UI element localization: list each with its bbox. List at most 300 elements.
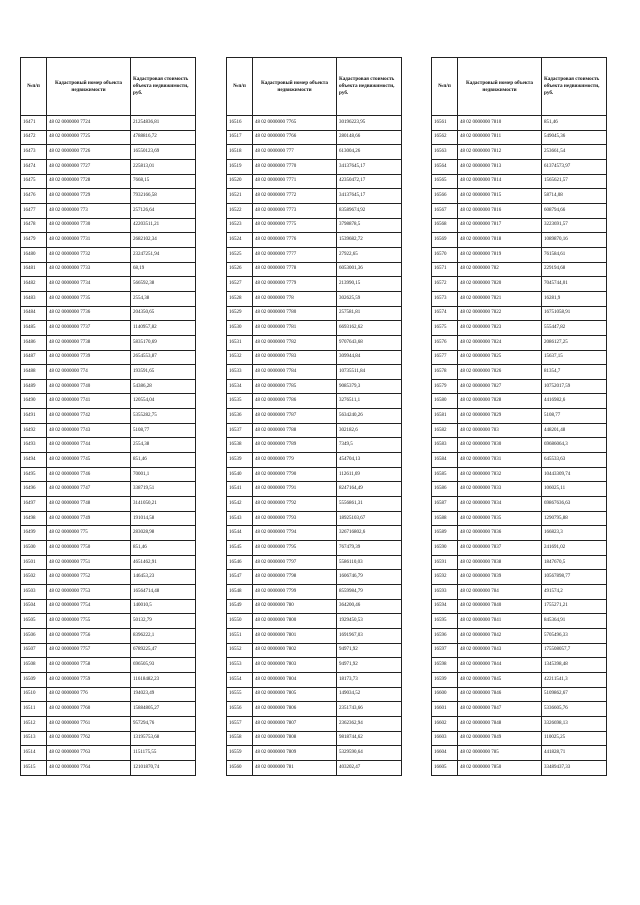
cadastral-value: 12101870,74 [131,760,196,775]
cadastral-number: 48 02 0000000 783 [458,423,542,438]
row-number: 16473 [21,145,47,160]
row-number: 16595 [432,614,458,629]
cadastral-value: 30196223,95 [337,116,402,131]
row-number: 16502 [21,570,47,585]
cadastral-value: 253661,54 [542,145,607,160]
table-row [227,130,402,145]
row-number: 16603 [432,731,458,746]
row-number: 16515 [21,760,47,775]
cadastral-number: 48 02 0000000 7780 [253,306,337,321]
cadastral-number: 48 02 0000000 7738 [47,335,131,350]
table-row [227,335,402,350]
cadastral-value: 7349,5 [337,438,402,453]
table-row [21,365,196,380]
row-number: 16472 [21,130,47,145]
cadastral-value: 1606746,79 [337,570,402,585]
cadastral-value: 10567898,77 [542,570,607,585]
cadastral-number: 48 02 0000000 775 [47,526,131,541]
table-row [21,628,196,643]
table-row [227,628,402,643]
cadastral-value: 16550123,69 [131,145,196,160]
cadastral-number: 48 02 0000000 7823 [458,321,542,336]
row-number: 16489 [21,379,47,394]
cadastral-number: 48 02 0000000 7811 [458,130,542,145]
cadastral-value: 11618482,23 [131,672,196,687]
table-row [432,247,607,262]
cadastral-value: 6789225,47 [131,643,196,658]
cadastral-number: 48 02 0000000 7753 [47,585,131,600]
cadastral-value: 21254836,81 [131,116,196,131]
table-row [227,614,402,629]
cadastral-number: 48 02 0000000 7827 [458,379,542,394]
cadastral-number: 48 02 0000000 7727 [47,159,131,174]
cadastral-value: 2086127,25 [542,335,607,350]
row-number: 16505 [21,614,47,629]
cadastral-value: 193591,65 [131,365,196,380]
cadastral-value: 42350472,17 [337,174,402,189]
cadastral-number: 48 02 0000000 7764 [47,760,131,775]
cadastral-number: 48 02 0000000 7813 [458,159,542,174]
row-number: 16581 [432,409,458,424]
cadastral-value: 70001,1 [131,467,196,482]
row-number: 16547 [227,570,253,585]
table-row [432,614,607,629]
table-header-row [227,58,402,116]
cadastral-value: 13195753,68 [131,731,196,746]
table-row [432,277,607,292]
row-number: 16491 [21,409,47,424]
cadastral-number: 48 02 0000000 7762 [47,731,131,746]
table-row [227,409,402,424]
cadastral-number: 48 02 0000000 7731 [47,233,131,248]
table-row [432,174,607,189]
cadastral-number: 48 02 0000000 778 [253,291,337,306]
cadastral-value: 1140957,82 [131,321,196,336]
cadastral-number: 48 02 0000000 7779 [253,277,337,292]
row-number: 16599 [432,672,458,687]
cadastral-number: 48 02 0000000 7771 [253,174,337,189]
row-number: 16529 [227,306,253,321]
cadastral-value: 194023,49 [131,687,196,702]
table-row [432,628,607,643]
cadastral-value: 448201,48 [542,423,607,438]
cadastral-number: 48 02 0000000 7736 [47,306,131,321]
table-row [227,277,402,292]
cadastral-number: 48 02 0000000 7741 [47,394,131,409]
header-cadastral-value: Кадастровая стоимость объекта недвижимости, руб. [542,58,607,116]
row-number: 16486 [21,335,47,350]
cadastral-value: 645533,63 [542,453,607,468]
row-number: 16533 [227,365,253,380]
table-row [21,599,196,614]
row-number: 16534 [227,379,253,394]
header-cadastral-number: Кадастровый номер объекта недвижимости [458,58,542,116]
row-number: 16535 [227,394,253,409]
row-number: 16572 [432,277,458,292]
table-row [432,687,607,702]
cadastral-number: 48 02 0000000 7833 [458,482,542,497]
table-row [21,746,196,761]
cadastral-value: 23247251,94 [131,247,196,262]
cadastral-number: 48 02 0000000 7743 [47,423,131,438]
row-number: 16500 [21,541,47,556]
row-number: 16478 [21,218,47,233]
cadastral-value: 15884805,27 [131,702,196,717]
table-row [21,130,196,145]
row-number: 16570 [432,247,458,262]
cadastral-number: 48 02 0000000 7788 [253,423,337,438]
registry-table-1 [20,57,196,776]
cadastral-number: 48 02 0000000 7832 [458,467,542,482]
cadastral-number: 48 02 0000000 7763 [47,746,131,761]
table-row [21,116,196,131]
table-row [227,746,402,761]
table-row [227,702,402,717]
cadastral-number: 48 02 0000000 7787 [253,409,337,424]
row-number: 16593 [432,585,458,600]
cadastral-value: 16564714,48 [131,585,196,600]
cadastral-number: 48 02 0000000 7739 [47,350,131,365]
row-number: 16538 [227,438,253,453]
cadastral-number: 48 02 0000000 7758 [47,658,131,673]
cadastral-value: 5336605,76 [542,702,607,717]
cadastral-value: 3276511,1 [337,394,402,409]
cadastral-number: 48 02 0000000 7814 [458,174,542,189]
cadastral-number: 48 02 0000000 7737 [47,321,131,336]
cadastral-value: 8247164,49 [337,482,402,497]
table-row [21,203,196,218]
cadastral-value: 33489437,33 [542,760,607,775]
row-number: 16542 [227,497,253,512]
row-number: 16503 [21,585,47,600]
cadastral-number: 48 02 0000000 7740 [47,379,131,394]
header-number: №п/п [227,58,253,116]
cadastral-value: 34137645,17 [337,159,402,174]
table-row [227,453,402,468]
cadastral-number: 48 02 0000000 7802 [253,643,337,658]
cadastral-number: 48 02 0000000 7805 [253,687,337,702]
row-number: 16520 [227,174,253,189]
table-row [227,438,402,453]
cadastral-value: 15637,15 [542,350,607,365]
table-row [227,731,402,746]
row-number: 16596 [432,628,458,643]
cadastral-number: 48 02 0000000 7821 [458,291,542,306]
cadastral-number: 48 02 0000000 7825 [458,350,542,365]
cadastral-value: 229194,68 [542,262,607,277]
cadastral-number: 48 02 0000000 7830 [458,438,542,453]
table-row [432,379,607,394]
row-number: 16474 [21,159,47,174]
cadastral-number: 48 02 0000000 7732 [47,247,131,262]
table-row [21,511,196,526]
row-number: 16575 [432,321,458,336]
table-row [432,159,607,174]
cadastral-number: 48 02 0000000 7729 [47,189,131,204]
cadastral-value: 16281,9 [542,291,607,306]
row-number: 16602 [432,716,458,731]
row-number: 16554 [227,672,253,687]
cadastral-value: 5329590,64 [337,746,402,761]
row-number: 16578 [432,365,458,380]
row-number: 16527 [227,277,253,292]
cadastral-value: 58714,08 [542,189,607,204]
cadastral-number: 48 02 0000000 7806 [253,702,337,717]
cadastral-value: 16751058,91 [542,306,607,321]
table-row [432,467,607,482]
cadastral-value: 613004,26 [337,145,402,160]
row-number: 16481 [21,262,47,277]
row-number: 16548 [227,585,253,600]
cadastral-value: 3141050,21 [131,497,196,512]
cadastral-number: 48 02 0000000 7822 [458,306,542,321]
table-row [432,130,607,145]
cadastral-number: 48 02 0000000 7789 [253,438,337,453]
cadastral-value: 140010,5 [131,599,196,614]
row-number: 16480 [21,247,47,262]
table-row [432,497,607,512]
table-row [227,585,402,600]
cadastral-value: 696505,93 [131,658,196,673]
cadastral-number: 48 02 0000000 7838 [458,555,542,570]
cadastral-number: 48 02 0000000 7834 [458,497,542,512]
row-number: 16494 [21,453,47,468]
cadastral-value: 146453,23 [131,570,196,585]
cadastral-value: 1755271,21 [542,599,607,614]
row-number: 16586 [432,482,458,497]
row-number: 16501 [21,555,47,570]
cadastral-number: 48 02 0000000 7797 [253,555,337,570]
row-number: 16530 [227,321,253,336]
cadastral-number: 48 02 0000000 7839 [458,570,542,585]
cadastral-number: 48 02 0000000 7801 [253,628,337,643]
cadastral-number: 48 02 0000000 7770 [253,159,337,174]
cadastral-value: 4416982,6 [542,394,607,409]
table-row [21,672,196,687]
row-number: 16511 [21,702,47,717]
table-row [432,585,607,600]
table-row [432,570,607,585]
row-number: 16521 [227,189,253,204]
cadastral-value: 2554,38 [131,291,196,306]
row-number: 16562 [432,130,458,145]
row-number: 16546 [227,555,253,570]
cadastral-number: 48 02 0000000 7751 [47,555,131,570]
cadastral-value: 241691,02 [542,541,607,556]
table-row [21,497,196,512]
cadastral-value: 5108,77 [542,409,607,424]
table-row [432,203,607,218]
cadastral-value: 7932166,58 [131,189,196,204]
row-number: 16571 [432,262,458,277]
row-number: 16525 [227,247,253,262]
cadastral-number: 48 02 0000000 7835 [458,511,542,526]
table-row [432,350,607,365]
table-row [21,716,196,731]
row-number: 16561 [432,116,458,131]
row-number: 16479 [21,233,47,248]
table-row [432,482,607,497]
table-row [432,716,607,731]
row-number: 16526 [227,262,253,277]
row-number: 16499 [21,526,47,541]
cadastral-value: 338719,51 [131,482,196,497]
cadastral-value: 549045,36 [542,130,607,145]
cadastral-value: 3223691,57 [542,218,607,233]
table-row [432,746,607,761]
cadastral-value: 555447,82 [542,321,607,336]
header-cadastral-number: Кадастровый номер объекта недвижимости [47,58,131,116]
cadastral-value: 204350,65 [131,306,196,321]
row-number: 16579 [432,379,458,394]
cadastral-number: 48 02 0000000 7844 [458,658,542,673]
row-number: 16488 [21,365,47,380]
row-number: 16604 [432,746,458,761]
row-number: 16483 [21,291,47,306]
row-number: 16587 [432,497,458,512]
table-row [21,482,196,497]
cadastral-value: 6053001,36 [337,262,402,277]
row-number: 16605 [432,760,458,775]
table-row [21,760,196,775]
table-row [21,247,196,262]
table-row [21,541,196,556]
cadastral-value: 767479,39 [337,541,402,556]
cadastral-value: 106025,11 [542,482,607,497]
cadastral-number: 48 02 0000000 777 [253,145,337,160]
row-number: 16512 [21,716,47,731]
cadastral-value: 1151175,55 [131,746,196,761]
cadastral-value: 364200,46 [337,599,402,614]
cadastral-number: 48 02 0000000 7757 [47,643,131,658]
cadastral-number: 48 02 0000000 773 [47,203,131,218]
cadastral-value: 491574,2 [542,585,607,600]
row-number: 16564 [432,159,458,174]
header-number: №п/п [432,58,458,116]
table-row [432,335,607,350]
row-number: 16600 [432,687,458,702]
table-header-row [21,58,196,116]
cadastral-number: 48 02 0000000 7755 [47,614,131,629]
cadastral-number: 48 02 0000000 7734 [47,277,131,292]
row-number: 16556 [227,702,253,717]
row-number: 16580 [432,394,458,409]
row-number: 16492 [21,423,47,438]
cadastral-number: 48 02 0000000 7816 [458,203,542,218]
table-row [227,467,402,482]
cadastral-value: 6693162,62 [337,321,402,336]
cadastral-value: 2362362,94 [337,716,402,731]
table-row [432,760,607,775]
row-number: 16496 [21,482,47,497]
header-cadastral-value: Кадастровая стоимость объекта недвижимости, руб. [131,58,196,116]
table-row [21,570,196,585]
cadastral-value: 257126,64 [131,203,196,218]
table-row [227,203,402,218]
table-row [432,731,607,746]
cadastral-number: 48 02 0000000 7765 [253,116,337,131]
row-number: 16482 [21,277,47,292]
row-number: 16543 [227,511,253,526]
table-row [432,409,607,424]
cadastral-number: 48 02 0000000 7846 [458,687,542,702]
cadastral-value: 5835170,69 [131,335,196,350]
row-number: 16493 [21,438,47,453]
cadastral-value: 94971,92 [337,643,402,658]
cadastral-value: 34137645,17 [337,189,402,204]
cadastral-number: 48 02 0000000 7804 [253,672,337,687]
table-row [21,233,196,248]
table-row [21,394,196,409]
row-number: 16471 [21,116,47,131]
cadastral-number: 48 02 0000000 7818 [458,233,542,248]
cadastral-number: 48 02 0000000 7812 [458,145,542,160]
row-number: 16573 [432,291,458,306]
cadastral-number: 48 02 0000000 7837 [458,541,542,556]
cadastral-value: 225813,01 [131,159,196,174]
cadastral-number: 48 02 0000000 7772 [253,189,337,204]
row-number: 16484 [21,306,47,321]
cadastral-value: 9707643,68 [337,335,402,350]
row-number: 16567 [432,203,458,218]
cadastral-value: 845364,91 [542,614,607,629]
row-number: 16537 [227,423,253,438]
cadastral-value: 280148,66 [337,130,402,145]
header-number: №п/п [21,58,47,116]
table-row [21,262,196,277]
cadastral-number: 48 02 0000000 7817 [458,218,542,233]
row-number: 16563 [432,145,458,160]
cadastral-number: 48 02 0000000 7791 [253,482,337,497]
table-row [227,541,402,556]
table-row [432,599,607,614]
cadastral-value: 566592,38 [131,277,196,292]
cadastral-number: 48 02 0000000 7848 [458,716,542,731]
table-row [227,321,402,336]
table-row [21,145,196,160]
cadastral-value: 761584,61 [542,247,607,262]
cadastral-value: 2554,38 [131,438,196,453]
row-number: 16555 [227,687,253,702]
row-number: 16523 [227,218,253,233]
table-row [227,350,402,365]
cadastral-number: 48 02 0000000 7790 [253,467,337,482]
table-row [432,145,607,160]
cadastral-number: 48 02 0000000 7777 [253,247,337,262]
row-number: 16495 [21,467,47,482]
row-number: 16549 [227,599,253,614]
cadastral-number: 48 02 0000000 7733 [47,262,131,277]
cadastral-value: 1290795,88 [542,511,607,526]
table-row [227,570,402,585]
table-row [21,658,196,673]
table-row [432,365,607,380]
cadastral-number: 48 02 0000000 7845 [458,672,542,687]
cadastral-number: 48 02 0000000 7781 [253,321,337,336]
cadastral-value: 957294,76 [131,716,196,731]
cadastral-number: 48 02 0000000 7828 [458,394,542,409]
cadastral-value: 2654553,87 [131,350,196,365]
header-cadastral-value: Кадастровая стоимость объекта недвижимости, руб. [337,58,402,116]
cadastral-number: 48 02 0000000 7759 [47,672,131,687]
table-row [227,365,402,380]
row-number: 16498 [21,511,47,526]
row-number: 16577 [432,350,458,365]
cadastral-number: 48 02 0000000 7840 [458,599,542,614]
table-row [227,643,402,658]
registry-table-3 [431,57,607,776]
cadastral-value: 851,46 [131,453,196,468]
